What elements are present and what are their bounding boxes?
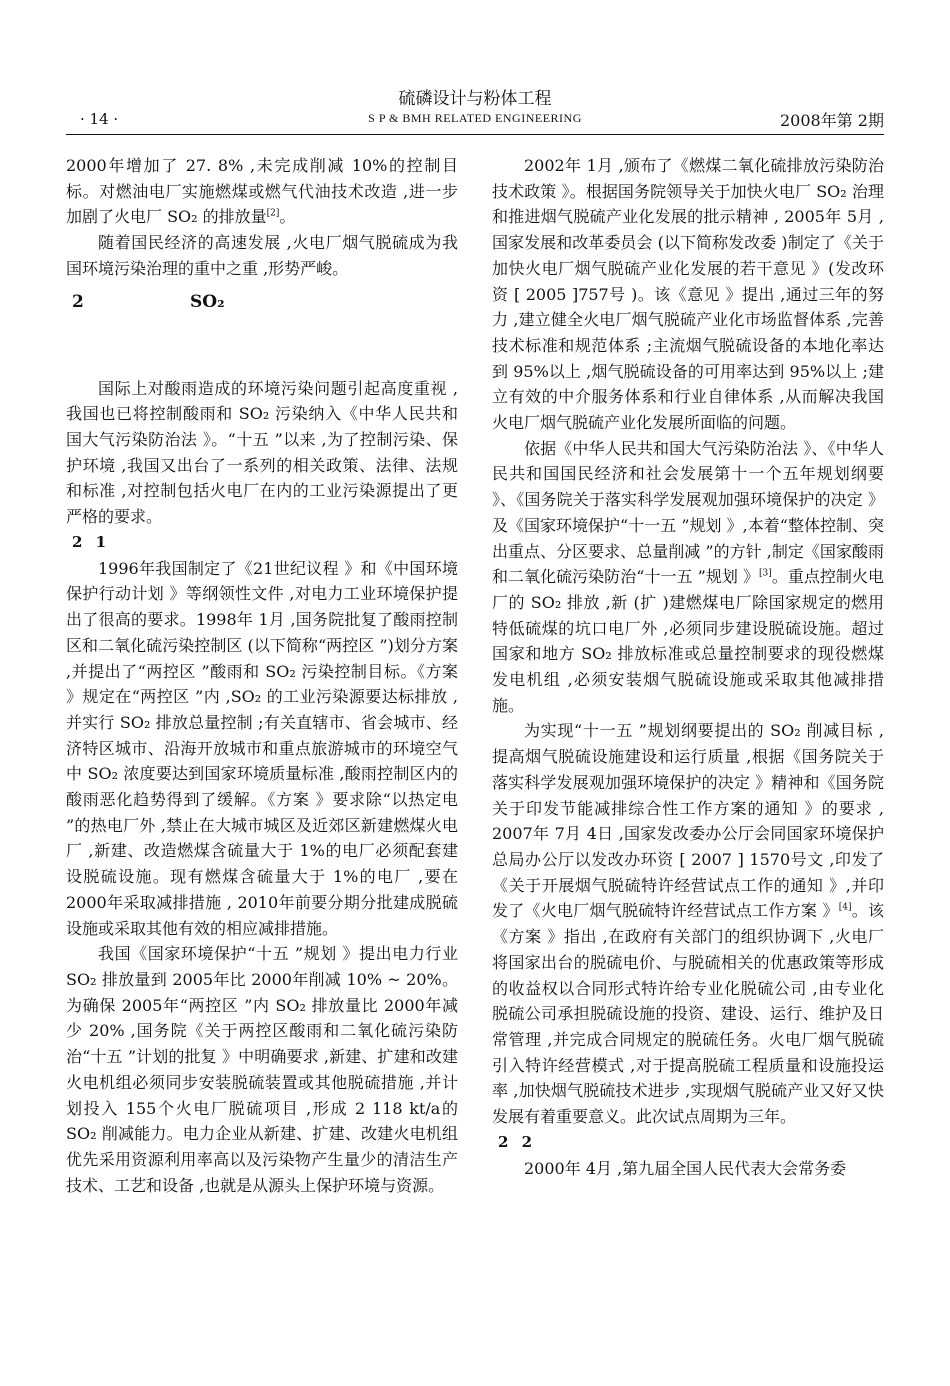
paragraph: 我国《国家环境保护“十五 ”规划 》提出电力行业 SO₂ 排放量到 2005年比 2000年削减 10% ~ 20%。为确保 2005年“两控区 ”内 SO₂ 排放量比 2000年减少 20% ,国务院《关于两控区酸雨和二氧化硫污染防治“十五 ”计划的批复 》中明确要求 ,新建、扩建和改建火电机组必须同步安装脱硫装置或其他脱硫措施 ,并计划投入 155个火电厂脱硫项目 ,形成 2 118 kt/a的 SO₂ 削减能力。电力企业从新建、扩建、改建火电机组优先采用资源利用率高以及污染物产生量少的清洁生产技术、工艺和设备 ,也就是从源头上保护环境与资源。 <box>66 944 458 1195</box>
right-column <box>492 150 884 1181</box>
issue-label: 2008年第 2期 <box>780 111 884 130</box>
paragraph-text: 。重点控制火电厂的 SO₂ 排放 ,新 (扩 )建燃煤电厂除国家规定的燃用特低硫煤的坑口电厂外 ,必须同步建设脱硫设施。超过国家和地方 SO₂ 排放标准或总量控制要求的现役燃煤发电机组 ,必须安装烟气脱硫设施或采取其他减排措施。 <box>492 567 884 715</box>
citation: [3] <box>759 568 772 579</box>
header-rule <box>66 134 884 135</box>
section-number: 2 <box>72 291 84 312</box>
paragraph <box>492 436 884 719</box>
paragraph-text: 依据《中华人民共和国大气污染防治法 》、《中华人民共和国国民经济和社会发展第十一个五年规划纲要 》、《国务院关于落实科学发展观加强环境保护的决定 》及《国家环境保护“十一五 ”规划 》,本着“整体控制、突出重点、分区要求、总量削减 ”的方针 ,制定《国家酸雨和二氧化硫污染防治“十一五 ”规划 》 <box>492 438 884 587</box>
paragraph: 2002年 1月 ,颁布了《燃煤二氧化硫排放污染防治技术政策 》。根据国务院领导关于加快火电厂 SO₂ 治理和推进烟气脱硫产业化发展的批示精神 , 2005年 5月 ,国家发展和改革委员会 (以下简称发改委 )制定了《关于加快火电厂烟气脱硫产业化发展的若干意见 》(发改环资 [ 2005 ]757号 )。该《意见 》提出 ,通过三年的努力 ,建立健全火电厂烟气脱硫产业化市场监督体系 ,完善技术标准和规范体系 ;主流烟气脱硫设备的本地化率达到 95%以上 ,烟气脱硫设备的可用率达到 95%以上 ;建立有效的中介服务体系和行业自律体系 ,从而解决我国火电厂烟气脱硫产业化发展所面临的问题。 <box>492 156 884 433</box>
paragraph: 2000年 4月 ,第九届全国人民代表大会常务委 <box>524 1158 847 1178</box>
journal-english-title: S P & BMH RELATED ENGINEERING <box>368 111 582 125</box>
paragraph: 1996年我国制定了《21世纪议程 》和《中国环境保护行动计划 》等纲领性文件 ,对电力工业环境保护提出了很高的要求。1998年 1月 ,国务院批复了酸雨控制区和二氧化硫污染控制区 (以下简称“两控区 ”)划分方案 ,并提出了“两控区 ”酸雨和 SO₂ 污染控制目标。《方案 》规定在“两控区 ”内 ,SO₂ 的工业污染源要达标排放 ,并实行 SO₂ 排放总量控制 ;有关直辖市、省会城市、经济特区城市、沿海开放城市和重点旅游城市的环境空气中 SO₂ 浓度要达到国家环境质量标准 ,酸雨控制区内的酸雨恶化趋势得到了缓解。《方案 》要求除“以热定电 ”的热电厂外 ,禁止在大城市城区及近郊区新建燃煤火电厂 ,新建、改造燃煤含硫量大于 1%的电厂必须配套建设脱硫设施。现有燃煤含硫量大于 1%的电厂 ,要在 2000年采取减排措施 , 2010年前要分期分批建成脱硫设施或采取其他有效的相应减排措施。 <box>66 558 458 938</box>
paragraph <box>492 718 884 1129</box>
paragraph-text: 为实现“十一五 ”规划纲要提出的 SO₂ 削减目标 ,提高烟气脱硫设施建设和运行质量 ,根据《国务院关于落实科学发展观加强环境保护的决定 》精神和《国务院关于印发节能减排综合性工作方案的通知 》的要求 , 2007年 7月 4日 ,国家发改委办公厅会同国家环境保护总局办公厅以发改办环资 [ 2007 ] 1570号文 ,印发了《关于开展烟气脱硫特许经营试点工作的通知 》,并印发了《火电厂烟气脱硫特许经营试点工作方案 》 <box>492 721 884 921</box>
paragraph-text: 。 <box>279 207 296 227</box>
citation: [4] <box>838 903 852 914</box>
paragraph <box>66 153 458 230</box>
subsection-number: 2 2 <box>498 1132 537 1151</box>
paragraph: 随着国民经济的高速发展 ,火电厂烟气脱硫成为我国环境污染治理的重中之重 ,形势严峻。 <box>66 233 458 278</box>
paragraph-text: 2000年增加了 27. 8% ,未完成削减 10%的控制目标。对燃油电厂实施燃煤或燃气代油技术改造 ,进一步加剧了火电厂 SO₂ 的排放量 <box>66 156 458 227</box>
paragraph: 国际上对酸雨造成的环境污染问题引起高度重视 ,我国也已将控制酸雨和 SO₂ 污染纳入《中华人民共和国大气污染防治法 》。“十五 ”以来 ,为了控制污染、保护环境 ,我国又出台了一系列的相关政策、法律、法规和标准 ,对控制包括火电厂在内的工业污染源提出了更严格的要求。 <box>66 378 458 527</box>
journal-title: 硫磷设计与粉体工程 <box>398 89 552 109</box>
citation: [2] <box>266 209 280 220</box>
page-number: · 14 · <box>80 110 119 128</box>
section-title: SO₂ <box>190 291 225 312</box>
paragraph-text: 。该《方案 》指出 ,在政府有关部门的组织协调下 ,火电厂将国家出台的脱硫电价、与脱硫相关的优惠政策等形成的收益权以合同形式特许给专业化脱硫公司 ,由专业化脱硫公司承担脱硫设施的投资、建设、运行、维护及日常管理 ,并完成合同规定的脱硫任务。火电厂烟气脱硫引入特许经营模式 ,对于提高脱硫工程质量和设施投运率 ,加快烟气脱硫技术进步 ,实现烟气脱硫产业又好又快发展有着重要意义。此次试点周期为三年。 <box>492 901 884 1127</box>
page-header <box>0 0 950 140</box>
section-heading <box>66 282 458 376</box>
subsection-number: 2 1 <box>72 532 111 551</box>
left-column <box>66 150 458 1198</box>
